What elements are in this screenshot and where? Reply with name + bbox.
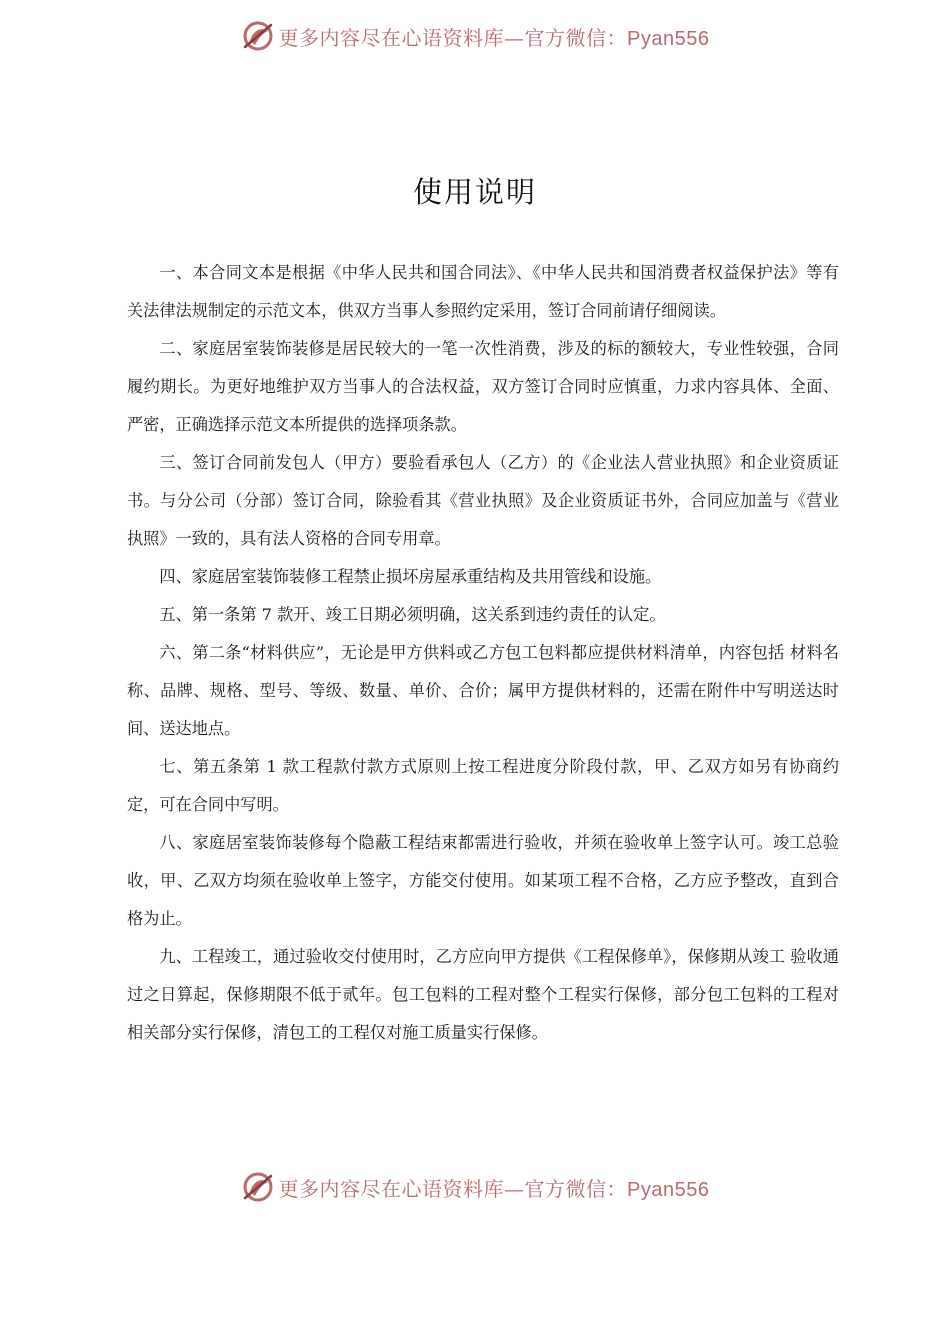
header-watermark [0, 16, 950, 56]
watermark-text: 更多内容尽在心语资料库—官方微信：Pyan556 [278, 1176, 710, 1201]
footer-watermark [0, 1167, 950, 1207]
paragraph-9: 九、工程竣工，通过验收交付使用时，乙方应向甲方提供《工程保修单》，保修期从竣工 验收通过之日算起，保修期限不低于贰年。包工包料的工程对整个工程实行保修，部分包工包料的工程对相关部分实行保修，清包工的工程仅对施工质量实行保修。 [127, 947, 839, 1042]
watermark-text: 更多内容尽在心语资料库—官方微信：Pyan556 [278, 25, 710, 50]
paragraph-8: 八、家庭居室装饰装修每个隐蔽工程结束都需进行验收，并须在验收单上签字认可。竣工总验收，甲、乙双方均须在验收单上签字，方能交付使用。如某项工程不合格，乙方应予整改，直到合格为止。 [127, 833, 839, 928]
paragraph-2: 二、家庭居室装饰装修是居民较大的一笔一次性消费，涉及的标的额较大，专业性较强，合同履约期长。为更好地维护双方当事人的合法权益，双方签订合同时应慎重，力求内容具体、全面、严密，正确选择示范文本所提供的选择项条款。 [127, 339, 839, 434]
paragraph-7: 七、第五条第 1 款工程款付款方式原则上按工程进度分阶段付款，甲、乙双方如另有协商约定，可在合同中写明。 [127, 757, 839, 814]
paragraph-3: 三、签订合同前发包人（甲方）要验看承包人（乙方）的《企业法人营业执照》和企业资质证书。与分公司（分部）签订合同，除验看其《营业执照》及企业资质证书外，合同应加盖与《营业执照》一致的，具有法人资格的合同专用章。 [127, 453, 839, 548]
paragraph-1: 一、本合同文本是根据《中华人民共和国合同法》、《中华人民共和国消费者权益保护法》等有关法律法规制定的示范文本，供双方当事人参照约定采用，签订合同前请仔细阅读。 [127, 263, 839, 320]
paragraph-5: 五、第一条第 7 款开、竣工日期必须明确，这关系到违约责任的认定。 [159, 605, 666, 624]
paragraph-4: 四、家庭居室装饰装修工程禁止损坏房屋承重结构及共用管线和设施。 [159, 567, 662, 586]
document-body [127, 254, 839, 1052]
page-title: 使用说明 [412, 175, 537, 209]
watermark-logo-icon [241, 1170, 275, 1204]
watermark-logo-icon [241, 19, 275, 53]
paragraph-6: 六、第二条“材料供应”，无论是甲方供料或乙方包工包料都应提供材料清单，内容包括 材料名称、品牌、规格、型号、等级、数量、单价、合价；属甲方提供材料的，还需在附件中写明送达时间、送达地点。 [127, 643, 839, 738]
